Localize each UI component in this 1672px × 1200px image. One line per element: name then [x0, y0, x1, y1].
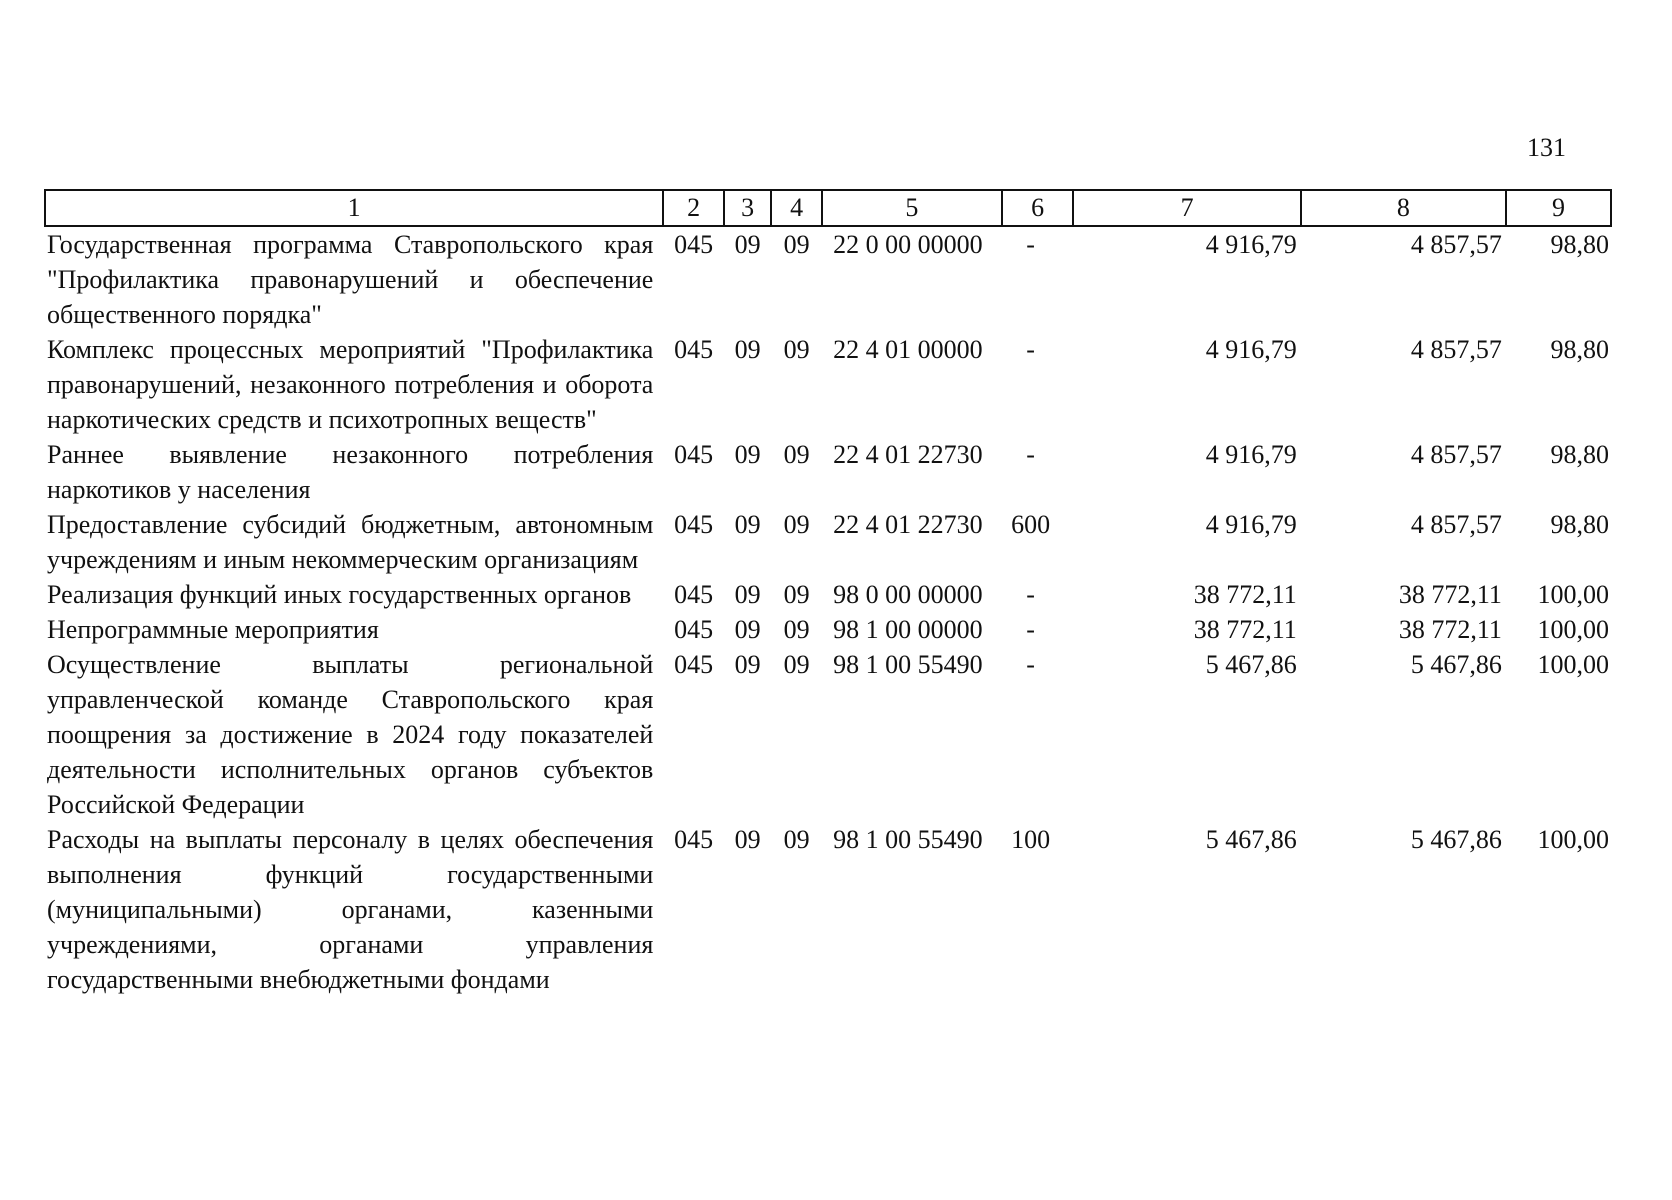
- row-grbs: 045: [674, 825, 714, 854]
- row-name: Предоставление субсидий бюджетным, автономным учреждениям и иным некоммерческим организациям: [47, 510, 654, 574]
- row-subsection: 09: [783, 825, 810, 854]
- budget-table: [44, 189, 1612, 997]
- row-subsection: 09: [783, 230, 810, 259]
- row-target-article: 22 4 01 22730: [833, 440, 983, 469]
- row-plan: 38 772,11: [1193, 615, 1297, 644]
- header-col-3: 3: [724, 190, 771, 226]
- row-subsection: 09: [783, 335, 810, 364]
- row-plan: 38 772,11: [1193, 580, 1297, 609]
- header-col-2: 2: [663, 190, 724, 226]
- row-name: Осуществление выплаты региональной управленческой команде Ставропольского края поощрения за достижение в 2024 году показателей деятельности исполнительных органов субъектов Российской Федерации: [47, 650, 654, 819]
- row-target-article: 98 1 00 55490: [833, 825, 983, 854]
- row-grbs: 045: [674, 650, 714, 679]
- row-fact: 38 772,11: [1398, 580, 1502, 609]
- row-subsection: 09: [783, 650, 810, 679]
- row-grbs: 045: [674, 510, 714, 539]
- table-row: [45, 226, 1611, 332]
- row-grbs: 045: [674, 615, 714, 644]
- row-grbs: 045: [674, 335, 714, 364]
- row-target-article: 22 4 01 00000: [833, 335, 983, 364]
- table-row: [45, 647, 1611, 822]
- table-row: [45, 507, 1611, 577]
- row-subsection: 09: [783, 580, 810, 609]
- header-col-5: 5: [822, 190, 1002, 226]
- row-expense-type: -: [1026, 580, 1035, 609]
- row-subsection: 09: [783, 440, 810, 469]
- row-name: Государственная программа Ставропольского края "Профилактика правонарушений и обеспечение общественного порядка": [47, 230, 654, 329]
- row-plan: 4 916,79: [1205, 335, 1297, 364]
- header-col-6: 6: [1002, 190, 1074, 226]
- page-number: 131: [1527, 133, 1566, 162]
- row-expense-type: -: [1026, 440, 1035, 469]
- row-expense-type: -: [1026, 335, 1035, 364]
- row-percent: 98,80: [1550, 440, 1609, 469]
- row-section: 09: [734, 440, 761, 469]
- row-section: 09: [734, 230, 761, 259]
- row-fact: 4 857,57: [1410, 230, 1502, 259]
- row-target-article: 22 4 01 22730: [833, 510, 983, 539]
- row-grbs: 045: [674, 580, 714, 609]
- row-name: Реализация функций иных государственных органов: [47, 580, 632, 609]
- header-col-9: 9: [1506, 190, 1611, 226]
- row-percent: 98,80: [1550, 510, 1609, 539]
- row-plan: 5 467,86: [1205, 650, 1297, 679]
- table-row: [45, 822, 1611, 997]
- row-fact: 38 772,11: [1398, 615, 1502, 644]
- row-name: Раннее выявление незаконного потребления наркотиков у населения: [47, 440, 654, 504]
- row-plan: 4 916,79: [1205, 510, 1297, 539]
- row-plan: 4 916,79: [1205, 440, 1297, 469]
- row-percent: 98,80: [1550, 335, 1609, 364]
- row-section: 09: [734, 580, 761, 609]
- row-subsection: 09: [783, 510, 810, 539]
- row-fact: 5 467,86: [1410, 825, 1502, 854]
- row-percent: 100,00: [1537, 615, 1609, 644]
- row-percent: 100,00: [1537, 825, 1609, 854]
- row-percent: 100,00: [1537, 580, 1609, 609]
- row-percent: 100,00: [1537, 650, 1609, 679]
- table-row: [45, 612, 1611, 647]
- table-row: [45, 332, 1611, 437]
- table-row: [45, 437, 1611, 507]
- row-expense-type: -: [1026, 650, 1035, 679]
- row-expense-type: -: [1026, 230, 1035, 259]
- row-name: Непрограммные мероприятия: [47, 615, 379, 644]
- row-section: 09: [734, 825, 761, 854]
- row-target-article: 22 0 00 00000: [833, 230, 983, 259]
- table-header: [45, 190, 1611, 226]
- row-fact: 4 857,57: [1410, 335, 1502, 364]
- row-expense-type: 600: [1011, 510, 1051, 539]
- header-col-8: 8: [1301, 190, 1506, 226]
- row-section: 09: [734, 615, 761, 644]
- table-body: [45, 226, 1611, 997]
- row-section: 09: [734, 650, 761, 679]
- row-fact: 5 467,86: [1410, 650, 1502, 679]
- row-fact: 4 857,57: [1410, 510, 1502, 539]
- row-subsection: 09: [783, 615, 810, 644]
- row-expense-type: -: [1026, 615, 1035, 644]
- row-section: 09: [734, 335, 761, 364]
- header-row: [45, 190, 1611, 226]
- row-target-article: 98 1 00 00000: [833, 615, 983, 644]
- row-grbs: 045: [674, 230, 714, 259]
- row-fact: 4 857,57: [1410, 440, 1502, 469]
- header-col-1: 1: [45, 190, 663, 226]
- row-plan: 4 916,79: [1205, 230, 1297, 259]
- row-name: Комплекс процессных мероприятий "Профилактика правонарушений, незаконного потребления и оборота наркотических средств и психотропных веществ": [47, 335, 654, 434]
- header-col-4: 4: [771, 190, 822, 226]
- row-grbs: 045: [674, 440, 714, 469]
- row-target-article: 98 1 00 55490: [833, 650, 983, 679]
- row-expense-type: 100: [1011, 825, 1051, 854]
- header-col-7: 7: [1073, 190, 1300, 226]
- row-plan: 5 467,86: [1205, 825, 1297, 854]
- row-section: 09: [734, 510, 761, 539]
- row-percent: 98,80: [1550, 230, 1609, 259]
- table-row: [45, 577, 1611, 612]
- row-name: Расходы на выплаты персоналу в целях обеспечения выполнения функций государственными (муниципальными) органами, казенными учреждениями, органами управления государственными внебюджетными фондами: [47, 825, 654, 994]
- row-target-article: 98 0 00 00000: [833, 580, 983, 609]
